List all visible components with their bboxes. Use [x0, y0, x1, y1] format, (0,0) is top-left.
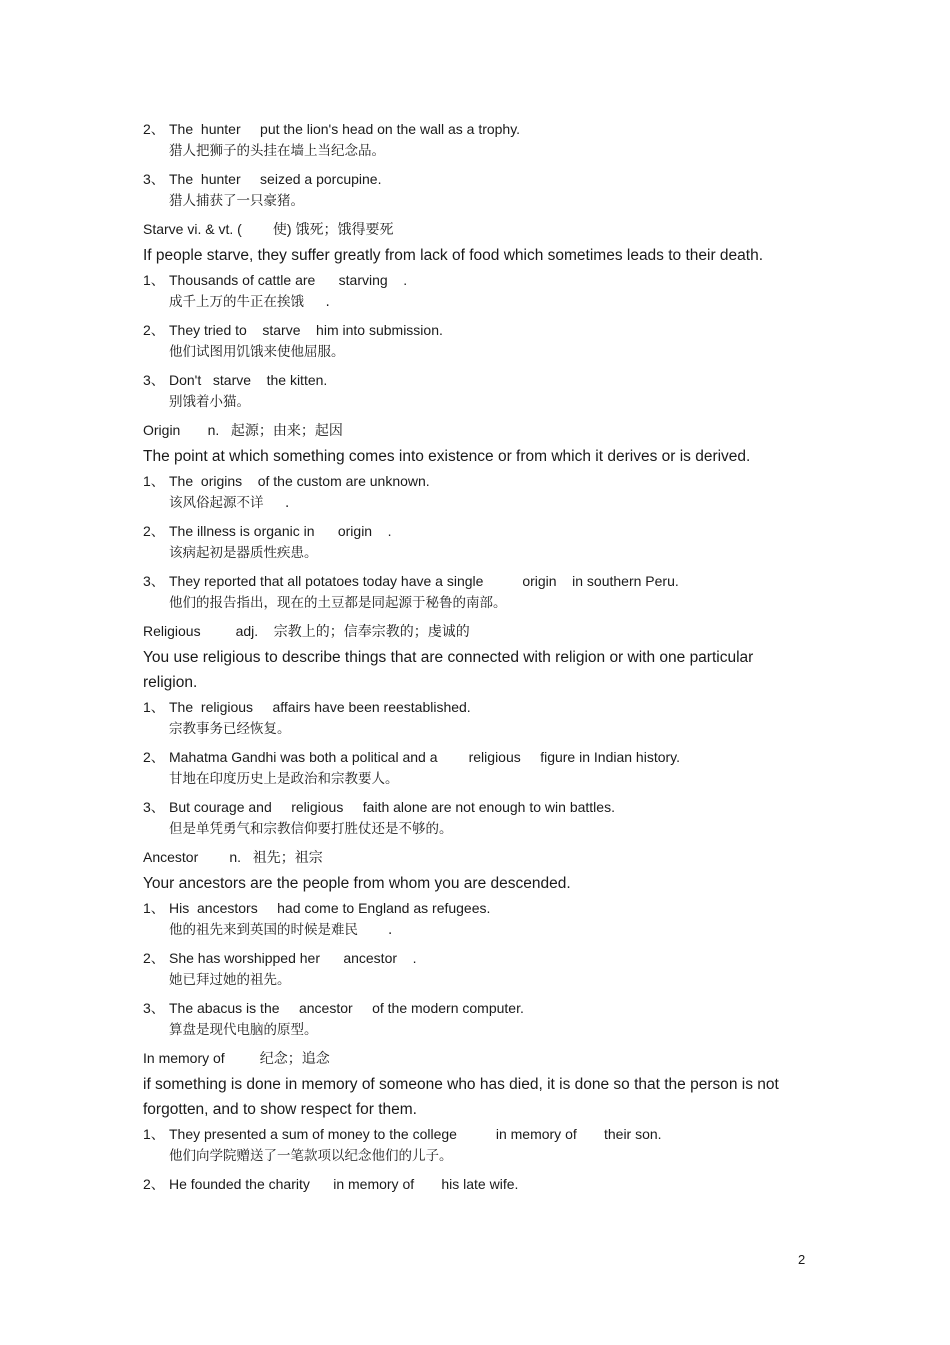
example-sentence	[143, 997, 805, 1041]
example-number: 2、	[143, 1176, 165, 1192]
example-number: 3、	[143, 573, 165, 589]
example-translation: 他们的报告指出，现在的土豆都是同起源于秘鲁的南部。	[169, 595, 507, 611]
example-text: His ancestors had come to England as refugees.	[169, 900, 491, 916]
example-line	[143, 118, 805, 140]
example-line	[143, 369, 805, 391]
example-line	[143, 696, 805, 718]
example-translation: 她已拜过她的祖先。	[169, 972, 291, 988]
example-sentence	[143, 1173, 805, 1195]
example-translation: 他们向学院赠送了一笔款项以纪念他们的儿子。	[169, 1148, 453, 1164]
definition: if something is done in memory of someone who has died, it is done so that the person is not forgotten, and to show respect for them.	[143, 1076, 779, 1118]
example-translation: 但是单凭勇气和宗教信仰要打胜仗还是不够的。	[169, 821, 453, 837]
example-text: They presented a sum of money to the college in memory of their son.	[169, 1126, 662, 1142]
example-translation: 该病起初是器质性疾患。	[169, 545, 318, 561]
page-content	[143, 118, 805, 1201]
example-line	[143, 796, 805, 818]
example-number: 3、	[143, 171, 165, 187]
example-number: 3、	[143, 372, 165, 388]
example-sentence	[143, 269, 805, 313]
example-line	[143, 570, 805, 592]
example-number: 2、	[143, 749, 165, 765]
example-sentence	[143, 520, 805, 564]
example-line	[143, 1173, 805, 1195]
example-line	[143, 897, 805, 919]
example-number: 2、	[143, 950, 165, 966]
example-text: She has worshipped her ancestor .	[169, 950, 417, 966]
example-translation: 猎人把狮子的头挂在墙上当纪念品。	[169, 143, 385, 159]
vocabulary-entry: Ancestor n. 祖先；祖宗	[143, 849, 323, 865]
example-text: The religious affairs have been reestablished.	[169, 699, 471, 715]
example-text: The origins of the custom are unknown.	[169, 473, 430, 489]
example-translation: 别饿着小猫。	[169, 394, 250, 410]
example-number: 2、	[143, 523, 165, 539]
example-sentence	[143, 947, 805, 991]
vocabulary-entry: In memory of 纪念；追念	[143, 1050, 330, 1066]
definition: If people starve, they suffer greatly from lack of food which sometimes leads to their death.	[143, 247, 764, 264]
example-line	[143, 947, 805, 969]
example-text: The abacus is the ancestor of the modern computer.	[169, 1000, 524, 1016]
example-line	[143, 269, 805, 291]
vocabulary-entry: Starve vi. & vt. ( 使) 饿死；饿得要死	[143, 221, 394, 237]
definition: The point at which something comes into existence or from which it derives or is derived.	[143, 448, 751, 465]
example-sentence	[143, 118, 805, 162]
example-line	[143, 319, 805, 341]
example-line	[143, 520, 805, 542]
example-translation: 甘地在印度历史上是政治和宗教要人。	[169, 771, 399, 787]
definition: You use religious to describe things that are connected with religion or with one particular religion.	[143, 649, 754, 691]
example-number: 3、	[143, 799, 165, 815]
example-sentence	[143, 470, 805, 514]
example-text: The illness is organic in origin .	[169, 523, 392, 539]
example-sentence	[143, 570, 805, 614]
example-line	[143, 997, 805, 1019]
example-line	[143, 168, 805, 190]
example-text: The hunter seized a porcupine.	[169, 171, 382, 187]
example-line	[143, 470, 805, 492]
vocabulary-entry: Religious adj. 宗教上的；信奉宗教的；虔诚的	[143, 623, 470, 639]
example-translation: 猎人捕获了一只豪猪。	[169, 193, 304, 209]
example-sentence	[143, 1123, 805, 1167]
example-sentence	[143, 369, 805, 413]
example-number: 1、	[143, 900, 165, 916]
example-line	[143, 746, 805, 768]
example-sentence	[143, 796, 805, 840]
example-translation: 该风俗起源不详 .	[169, 495, 290, 511]
example-number: 1、	[143, 473, 165, 489]
example-translation: 他的祖先来到英国的时候是难民 .	[169, 922, 393, 938]
example-text: He founded the charity in memory of his late wife.	[169, 1176, 519, 1192]
example-text: They tried to starve him into submission.	[169, 322, 443, 338]
example-sentence	[143, 746, 805, 790]
example-sentence	[143, 168, 805, 212]
example-translation: 他们试图用饥饿来使他屈服。	[169, 344, 345, 360]
example-text: Mahatma Gandhi was both a political and a religious figure in Indian history.	[169, 749, 681, 765]
example-translation: 算盘是现代电脑的原型。	[169, 1022, 318, 1038]
example-sentence	[143, 319, 805, 363]
example-translation: 宗教事务已经恢复。	[169, 721, 291, 737]
vocabulary-entry: Origin n. 起源；由来；起因	[143, 422, 343, 438]
example-text: But courage and religious faith alone are not enough to win battles.	[169, 799, 615, 815]
example-number: 1、	[143, 1126, 165, 1142]
example-text: They reported that all potatoes today have a single origin in southern Peru.	[169, 573, 679, 589]
example-text: Don't starve the kitten.	[169, 372, 328, 388]
example-number: 2、	[143, 322, 165, 338]
page-number: 2	[798, 1252, 806, 1267]
example-translation: 成千上万的牛正在挨饿 .	[169, 294, 330, 310]
example-sentence	[143, 696, 805, 740]
example-number: 1、	[143, 272, 165, 288]
example-number: 3、	[143, 1000, 165, 1016]
example-line	[143, 1123, 805, 1145]
example-text: Thousands of cattle are starving .	[169, 272, 408, 288]
example-number: 2、	[143, 121, 165, 137]
example-sentence	[143, 897, 805, 941]
definition: Your ancestors are the people from whom you are descended.	[143, 875, 571, 892]
example-text: The hunter put the lion's head on the wall as a trophy.	[169, 121, 521, 137]
example-number: 1、	[143, 699, 165, 715]
